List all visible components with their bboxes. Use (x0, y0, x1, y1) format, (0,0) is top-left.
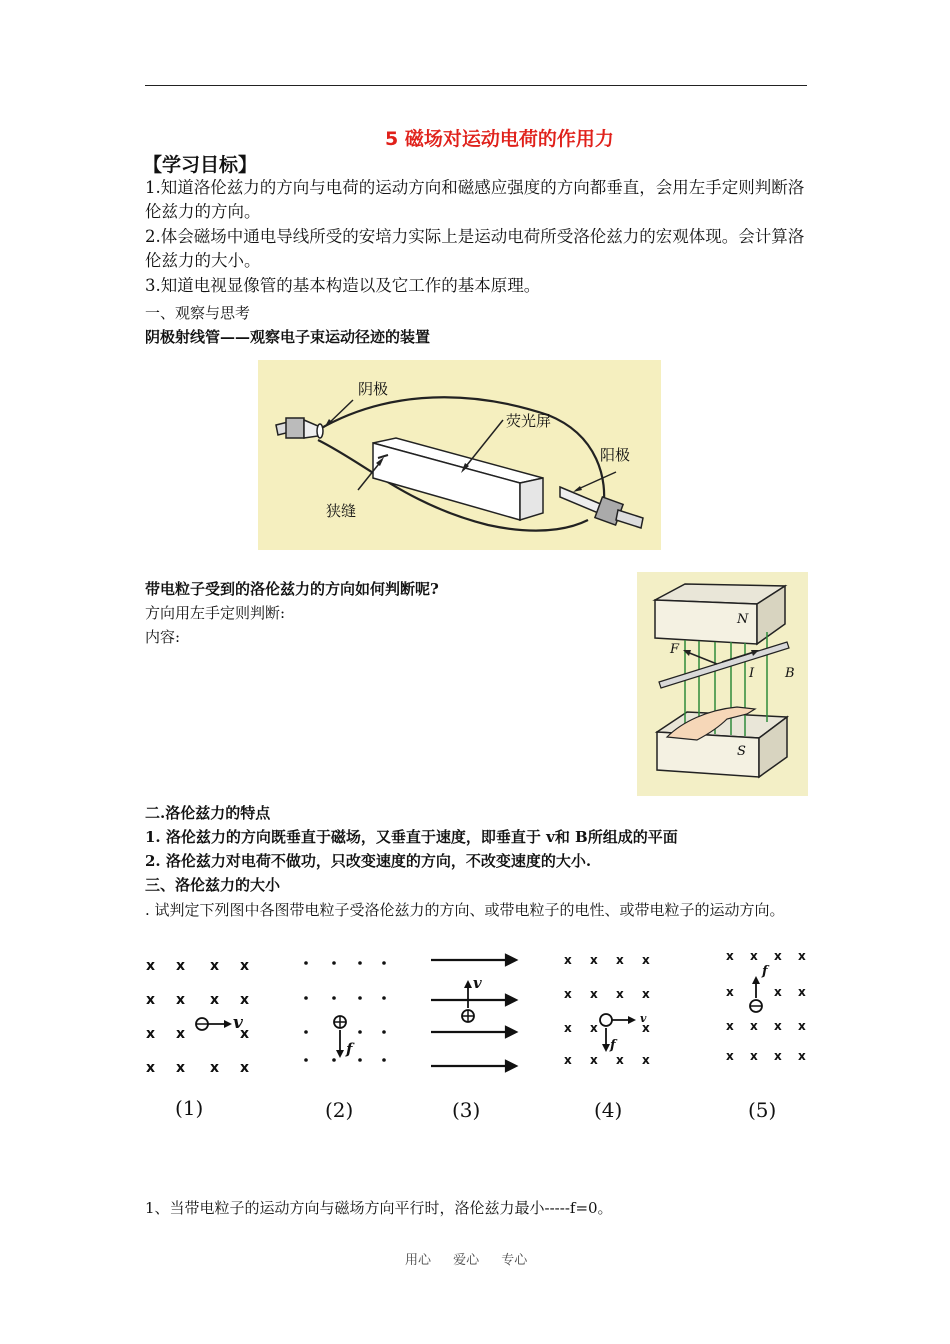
svg-text:x: x (564, 1053, 572, 1067)
goal-item-3: 3.知道电视显像管的基本构造以及它工作的基本原理。 (145, 276, 541, 295)
svg-text:x: x (176, 1026, 186, 1042)
svg-text:x: x (146, 958, 156, 974)
observe-heading: 一、观察与思考 (145, 304, 251, 322)
page-title: 5 磁场对运动电荷的作用力 (385, 128, 614, 150)
panel-2-label: (2) (325, 1098, 354, 1122)
label-s: S (737, 744, 746, 759)
svg-text:x: x (774, 949, 782, 963)
svg-text:x: x (210, 992, 220, 1008)
svg-text:x: x (774, 985, 782, 999)
svg-text:x: x (774, 1019, 782, 1033)
svg-text:x: x (642, 1021, 650, 1035)
label-n: N (737, 612, 749, 627)
svg-text:x: x (176, 1060, 186, 1076)
svg-text:x: x (798, 985, 806, 999)
svg-text:x: x (176, 992, 186, 1008)
svg-text:x: x (642, 1053, 650, 1067)
svg-text:x: x (240, 1026, 250, 1042)
svg-text:x: x (642, 987, 650, 1001)
panel-1-v-label: v (233, 1013, 243, 1033)
direction-content: 内容: (145, 628, 181, 646)
svg-text:x: x (750, 949, 758, 963)
svg-text:x: x (146, 1060, 156, 1076)
panel-1-label: (1) (175, 1096, 204, 1120)
panel-5-label: (5) (748, 1098, 777, 1122)
svg-text:x: x (642, 953, 650, 967)
label-slit: 狭缝 (326, 502, 357, 520)
goal-item-2: 2.体会磁场中通电导线所受的安培力实际上是运动电荷所受洛伦兹力的宏观体现。会计算洛伦兹力的大小。 (145, 227, 805, 270)
svg-text:x: x (146, 1026, 156, 1042)
svg-text:x: x (590, 987, 598, 1001)
svg-text:x: x (564, 1021, 572, 1035)
header-rule (145, 85, 807, 86)
panel-5-f-label: f (762, 964, 768, 979)
svg-text:x: x (726, 1019, 734, 1033)
label-b: B (785, 666, 795, 681)
panel-3-label: (3) (452, 1098, 481, 1122)
label-anode: 阳极 (600, 446, 631, 464)
svg-text:x: x (798, 949, 806, 963)
features-item-1: 1. 洛伦兹力的方向既垂直于磁场，又垂直于速度，即垂直于 v和 B所组成的平面 (145, 828, 678, 846)
svg-text:x: x (726, 1049, 734, 1063)
svg-text:x: x (616, 953, 624, 967)
svg-text:x: x (750, 1019, 758, 1033)
goals-heading: 【学习目标】 (143, 154, 258, 176)
panel-2-f-label: f (346, 1040, 353, 1058)
svg-text:x: x (798, 1049, 806, 1063)
features-heading: 二.洛伦兹力的特点 (145, 804, 271, 822)
magnitude-prompt: . 试判定下列图中各图带电粒子受洛伦兹力的方向、或带电粒子的电性、或带电粒子的运动方向。 (145, 901, 785, 919)
svg-text:x: x (616, 987, 624, 1001)
svg-text:x: x (616, 1053, 624, 1067)
svg-text:x: x (726, 949, 734, 963)
direction-question: 带电粒子受到的洛伦兹力的方向如何判断呢? (145, 580, 439, 598)
left-hand-rule-figure (637, 572, 808, 796)
label-screen: 荧光屏 (506, 412, 552, 430)
svg-text:x: x (590, 953, 598, 967)
svg-text:x: x (564, 987, 572, 1001)
panel-3-v-label: v (473, 974, 482, 992)
observe-subheading: 阴极射线管——观察电子束运动径迹的装置 (145, 328, 431, 346)
svg-text:x: x (726, 985, 734, 999)
svg-text:x: x (176, 958, 186, 974)
svg-text:x: x (798, 1019, 806, 1033)
label-cathode: 阴极 (358, 380, 389, 398)
label-f: F (670, 642, 680, 657)
direction-rule: 方向用左手定则判断: (145, 604, 286, 622)
conclusion-text: 1、当带电粒子的运动方向与磁场方向平行时，洛伦兹力最小-----f=0。 (145, 1199, 613, 1217)
svg-text:x: x (750, 1049, 758, 1063)
svg-text:x: x (240, 992, 250, 1008)
svg-text:x: x (210, 958, 220, 974)
hand-diagram (637, 572, 808, 796)
svg-text:x: x (590, 1021, 598, 1035)
panel-4-f-label: f (610, 1038, 616, 1053)
svg-text:x: x (590, 1053, 598, 1067)
panel-4-label: (4) (594, 1098, 623, 1122)
svg-text:x: x (210, 1060, 220, 1076)
svg-text:x: x (774, 1049, 782, 1063)
cathode-ray-tube-figure (258, 360, 661, 550)
svg-text:x: x (146, 992, 156, 1008)
svg-text:x: x (240, 958, 250, 974)
svg-text:x: x (240, 1060, 250, 1076)
panel-2-field (304, 961, 386, 1062)
page-footer: 用心 爱心 专心 (405, 1253, 528, 1268)
magnitude-heading: 三、洛伦兹力的大小 (145, 876, 281, 894)
features-item-2: 2. 洛伦兹力对电荷不做功，只改变速度的方向，不改变速度的大小. (145, 852, 592, 870)
svg-text:x: x (564, 953, 572, 967)
goal-item-1: 1.知道洛伦兹力的方向与电荷的运动方向和磁感应强度的方向都垂直，会用左手定则判断洛伦兹力的方向。 (145, 178, 805, 221)
panel-4-v-label: v (640, 1012, 647, 1025)
label-i: I (749, 666, 755, 681)
